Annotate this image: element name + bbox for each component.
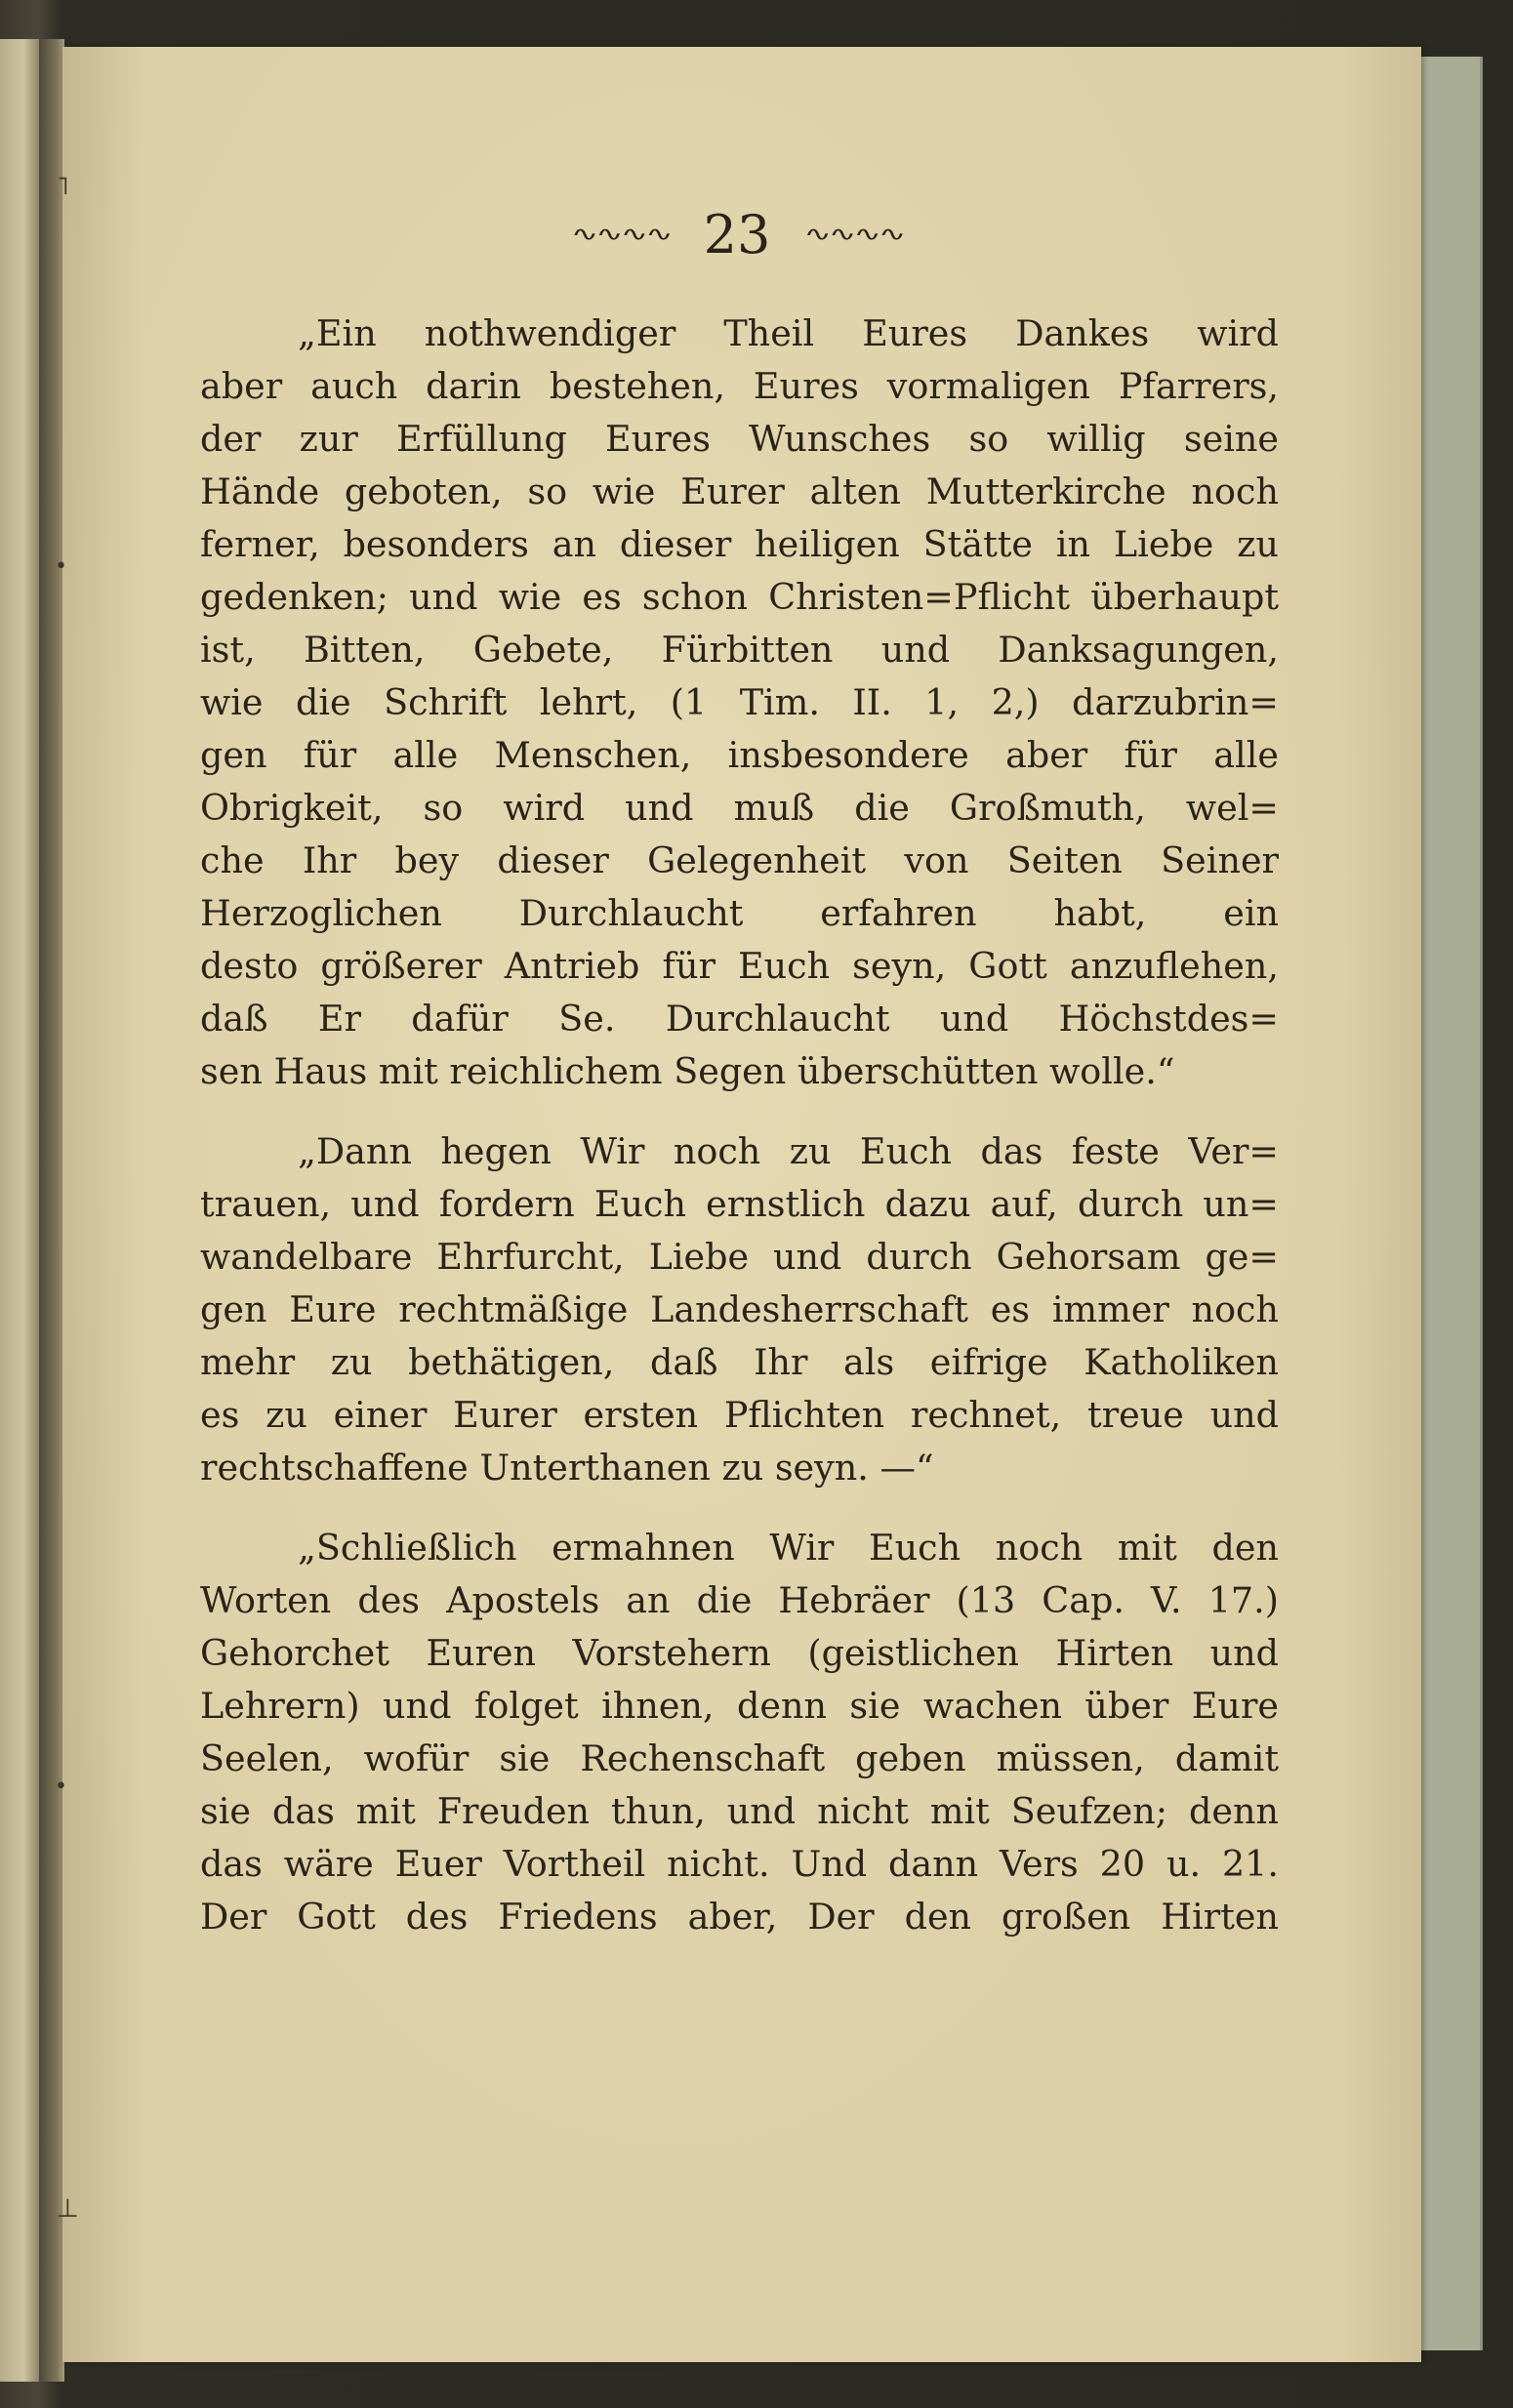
text-line: wie die Schrift lehrt, (1 Tim. II. 1, 2,) darzubrin= bbox=[200, 681, 1279, 723]
header-ornament-left: ∿∿∿∿ bbox=[570, 223, 671, 246]
text-line: es zu einer Eurer ersten Pflichten rechnet, treue und bbox=[200, 1394, 1279, 1436]
paragraph bbox=[200, 1125, 1279, 1494]
margin-mark: ⊥ bbox=[57, 2194, 79, 2224]
text-line: wandelbare Ehrfurcht, Liebe und durch Gehorsam ge= bbox=[200, 1236, 1279, 1278]
text-line: gedenken; und wie es schon Christen=Pflicht überhaupt bbox=[200, 576, 1279, 618]
margin-mark: ˥ bbox=[57, 172, 69, 201]
text-line: Worten des Apostels an die Hebräer (13 Cap. V. 17.) bbox=[200, 1579, 1279, 1621]
text-line: Der Gott des Friedens aber, Der den großen Hirten bbox=[200, 1896, 1279, 1938]
text-line: desto größerer Antrieb für Euch seyn, Gott anzuflehen, bbox=[200, 945, 1279, 987]
text-line: gen für alle Menschen, insbesondere aber für alle bbox=[200, 734, 1279, 776]
text-line: che Ihr bey dieser Gelegenheit von Seiten Seiner bbox=[200, 839, 1279, 881]
text-line: „Dann hegen Wir noch zu Euch das feste Ver= bbox=[298, 1130, 1279, 1172]
text-line: der zur Erfüllung Eures Wunsches so willig seine bbox=[200, 418, 1279, 460]
text-line: Obrigkeit, so wird und muß die Großmuth, wel= bbox=[200, 787, 1279, 829]
page-number: 23 bbox=[703, 203, 771, 265]
text-line: gen Eure rechtmäßige Landesherrschaft es immer noch bbox=[200, 1288, 1279, 1330]
text-line: daß Er dafür Se. Durchlaucht und Höchstdes= bbox=[200, 998, 1279, 1040]
text-line: das wäre Euer Vortheil nicht. Und dann Vers 20 u. 21. bbox=[200, 1843, 1279, 1885]
text-line: aber auch darin bestehen, Eures vormaligen Pfarrers, bbox=[200, 365, 1279, 407]
text-line: sie das mit Freuden thun, und nicht mit Seufzen; denn bbox=[200, 1790, 1279, 1832]
text-line: mehr zu bethätigen, daß Ihr als eifrige Katholiken bbox=[200, 1341, 1279, 1383]
text-line: trauen, und fordern Euch ernstlich dazu auf, durch un= bbox=[200, 1183, 1279, 1225]
text-line: sen Haus mit reichlichem Segen überschütten wolle.“ bbox=[200, 1050, 1175, 1092]
text-line: Gehorchet Euren Vorstehern (geistlichen Hirten und bbox=[200, 1632, 1279, 1674]
page-body bbox=[200, 307, 1279, 1943]
paragraph bbox=[200, 307, 1279, 1098]
paragraph bbox=[200, 1522, 1279, 1943]
margin-mark: • bbox=[55, 1775, 67, 1799]
text-line: rechtschaffene Unterthanen zu seyn. —“ bbox=[200, 1447, 934, 1489]
page-header bbox=[200, 195, 1274, 273]
header-ornament-right: ∿∿∿∿ bbox=[803, 223, 904, 246]
text-line: Seelen, wofür sie Rechenschaft geben müssen, damit bbox=[200, 1737, 1279, 1779]
text-line: „Schließlich ermahnen Wir Euch noch mit den bbox=[298, 1527, 1279, 1569]
book-gutter bbox=[39, 39, 64, 2382]
facing-page-edge bbox=[0, 39, 39, 2382]
margin-mark: • bbox=[55, 554, 67, 579]
text-line: Hände geboten, so wie Eurer alten Mutterkirche noch bbox=[200, 470, 1279, 512]
text-line: „Ein nothwendiger Theil Eures Dankes wird bbox=[298, 312, 1279, 354]
text-line: ferner, besonders an dieser heiligen Stätte in Liebe zu bbox=[200, 523, 1279, 565]
text-line: Lehrern) und folget ihnen, denn sie wachen über Eure bbox=[200, 1685, 1279, 1727]
text-line: Herzoglichen Durchlaucht erfahren habt, ein bbox=[200, 892, 1279, 934]
text-line: ist, Bitten, Gebete, Fürbitten und Danksagungen, bbox=[200, 629, 1279, 671]
